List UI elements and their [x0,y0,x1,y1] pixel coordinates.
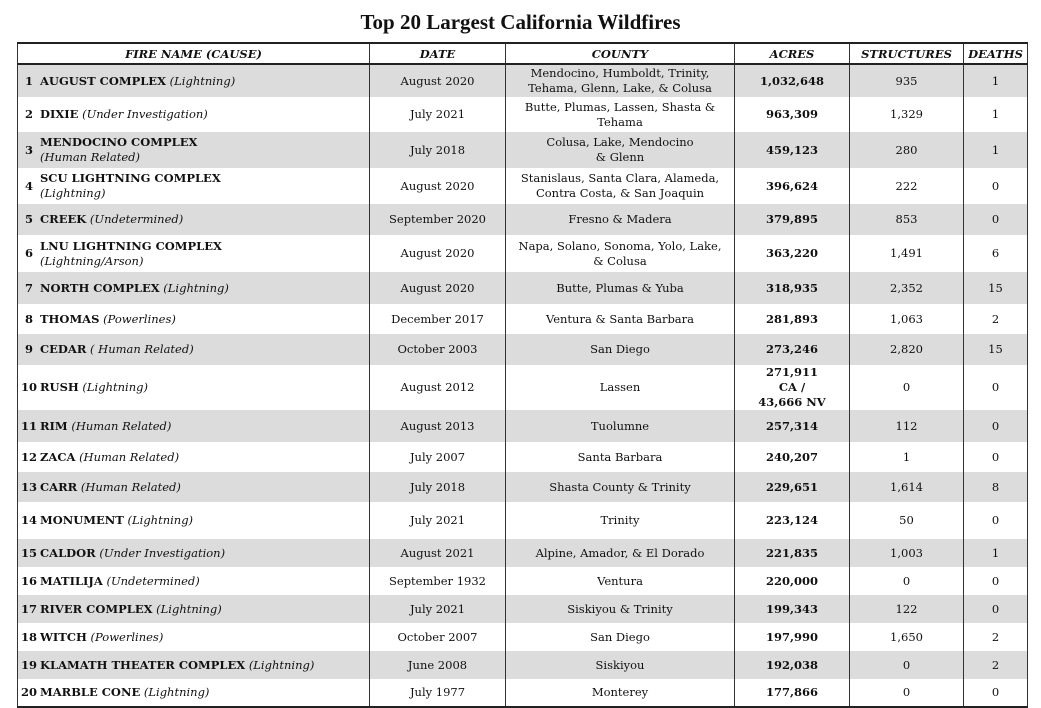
header-deaths: DEATHS [964,43,1028,64]
rank-number: 9 [24,342,33,357]
fire-name-cell [18,623,370,651]
acres-cell: 396,624 [735,168,850,204]
table-row [18,334,1028,365]
date-cell: September 2020 [370,204,506,235]
date-cell: December 2017 [370,304,506,334]
fire-cause: (Lightning) [156,601,222,616]
structures-cell: 50 [850,502,964,539]
fire-name-cell [18,567,370,595]
fire-name-cell [18,304,370,334]
fire-cause: (Powerlines) [90,629,164,644]
rank-number: 2 [24,107,33,122]
structures-cell: 280 [850,132,964,168]
fire-name-cell [18,204,370,235]
fire-name: SCU LIGHTNING COMPLEX [40,171,221,185]
rank-number: 7 [24,280,33,295]
structures-cell: 122 [850,595,964,623]
deaths-cell: 15 [964,272,1028,304]
acres-cell: 271,911 CA / 43,666 NV [735,365,850,410]
county-cell: Napa, Solano, Sonoma, Yolo, Lake, & Colusa [506,235,735,272]
fire-name: MATILIJA [40,573,103,588]
acres-cell: 220,000 [735,567,850,595]
fire-cause: (Human Related) [40,150,141,164]
county-cell: Butte, Plumas, Lassen, Shasta & Tehama [506,97,735,132]
header-structures: STRUCTURES [850,43,964,64]
rank-number: 4 [24,178,33,193]
rank-number: 11 [20,418,37,433]
fire-cause: (Lightning) [163,280,229,295]
county-cell: Mendocino, Humboldt, Trinity, Tehama, Glenn, Lake, & Colusa [506,64,735,97]
rank-number: 19 [20,657,37,672]
deaths-cell: 2 [964,623,1028,651]
deaths-cell: 2 [964,304,1028,334]
fire-name-cell [18,595,370,623]
fire-cause: (Human Related) [79,449,180,464]
fire-name: WITCH [40,629,87,644]
structures-cell: 1,491 [850,235,964,272]
deaths-cell: 1 [964,132,1028,168]
deaths-cell: 0 [964,595,1028,623]
fire-cause: (Lightning) [40,186,106,200]
fire-name-cell [18,679,370,707]
fire-name-cell [18,365,370,410]
deaths-cell: 2 [964,651,1028,679]
county-cell: Colusa, Lake, Mendocino & Glenn [506,132,735,168]
date-cell: July 1977 [370,679,506,707]
county-cell: Santa Barbara [506,442,735,472]
table-row [18,679,1028,707]
fire-name: THOMAS [40,311,100,326]
table-row [18,235,1028,272]
rank-number: 10 [20,380,37,395]
fire-name: MONUMENT [40,513,124,528]
acres-cell: 199,343 [735,595,850,623]
fire-name-cell [18,132,370,168]
structures-cell: 1,650 [850,623,964,651]
table-row [18,472,1028,502]
rank-number: 20 [20,685,37,700]
table-row [18,64,1028,97]
fire-name: KLAMATH THEATER COMPLEX [40,657,246,672]
deaths-cell: 1 [964,97,1028,132]
deaths-cell: 0 [964,365,1028,410]
fire-cause: (Under Investigation) [82,107,208,122]
structures-cell: 2,820 [850,334,964,365]
fire-name-cell [18,97,370,132]
rank-number: 13 [20,479,37,494]
table-row [18,97,1028,132]
table-row [18,651,1028,679]
county-cell: Ventura & Santa Barbara [506,304,735,334]
date-cell: July 2018 [370,472,506,502]
table-row [18,595,1028,623]
county-cell: Tuolumne [506,410,735,442]
fire-name: MARBLE CONE [40,685,141,700]
structures-cell: 1,329 [850,97,964,132]
fire-name: AUGUST COMPLEX [40,73,166,88]
fire-cause: (Human Related) [71,418,172,433]
deaths-cell: 0 [964,204,1028,235]
deaths-cell: 15 [964,334,1028,365]
structures-cell: 0 [850,365,964,410]
fire-name: ZACA [40,449,76,464]
fire-name-cell [18,502,370,539]
table-row [18,623,1028,651]
county-cell: Shasta County & Trinity [506,472,735,502]
table-row [18,204,1028,235]
county-cell: Trinity [506,502,735,539]
fire-name: LNU LIGHTNING COMPLEX [40,238,222,253]
county-cell: San Diego [506,334,735,365]
county-cell: Stanislaus, Santa Clara, Alameda, Contra Costa, & San Joaquin [506,168,735,204]
date-cell: July 2018 [370,132,506,168]
table-row [18,410,1028,442]
acres-cell: 379,895 [735,204,850,235]
structures-cell: 222 [850,168,964,204]
structures-cell: 0 [850,679,964,707]
acres-cell: 221,835 [735,539,850,567]
date-cell: September 1932 [370,567,506,595]
fire-name-cell [18,539,370,567]
deaths-cell: 0 [964,502,1028,539]
fire-cause: (Lightning/Arson) [40,253,144,268]
structures-cell: 853 [850,204,964,235]
deaths-cell: 0 [964,679,1028,707]
rank-number: 6 [24,246,33,260]
fire-name: RUSH [40,380,79,395]
date-cell: October 2007 [370,623,506,651]
structures-cell: 1,003 [850,539,964,567]
rank-number: 5 [24,212,33,227]
wildfire-table [17,42,1028,708]
structures-cell: 1 [850,442,964,472]
structures-cell: 1,063 [850,304,964,334]
county-cell: Alpine, Amador, & El Dorado [506,539,735,567]
fire-name-cell [18,272,370,304]
acres-cell: 281,893 [735,304,850,334]
fire-cause: (Lightning) [169,73,236,88]
rank-number: 8 [24,311,33,326]
page-title: Top 20 Largest California Wildfires [360,10,681,34]
fire-name: RIVER COMPLEX [40,601,153,616]
deaths-cell: 0 [964,410,1028,442]
deaths-cell: 0 [964,442,1028,472]
table-row [18,539,1028,567]
rank-number: 15 [20,545,37,560]
date-cell: July 2021 [370,502,506,539]
fire-cause: (Powerlines) [103,311,176,326]
table-row [18,567,1028,595]
acres-cell: 459,123 [735,132,850,168]
fire-cause: (Lightning) [143,685,210,700]
fire-name-cell [18,168,370,204]
acres-cell: 223,124 [735,502,850,539]
header-row [18,43,1028,64]
rank-number: 12 [20,449,37,464]
fire-name: NORTH COMPLEX [40,280,160,295]
fire-cause: (Lightning) [127,513,194,528]
fire-name: CREEK [40,212,87,227]
date-cell: July 2021 [370,97,506,132]
county-cell: Siskiyou [506,651,735,679]
date-cell: July 2021 [370,595,506,623]
fire-name-cell [18,64,370,97]
county-cell: San Diego [506,623,735,651]
fire-cause: (Undetermined) [106,573,200,588]
deaths-cell: 1 [964,64,1028,97]
acres-cell: 229,651 [735,472,850,502]
date-cell: August 2020 [370,64,506,97]
table-row [18,365,1028,410]
header-fire-name: FIRE NAME (CAUSE) [18,43,370,64]
table-row [18,304,1028,334]
rank-number: 14 [20,513,37,528]
date-cell: August 2020 [370,235,506,272]
date-cell: August 2020 [370,168,506,204]
table-row [18,502,1028,539]
county-cell: Lassen [506,365,735,410]
structures-cell: 1,614 [850,472,964,502]
date-cell: October 2003 [370,334,506,365]
fire-name: DIXIE [40,107,79,122]
deaths-cell: 0 [964,168,1028,204]
county-cell: Monterey [506,679,735,707]
date-cell: August 2020 [370,272,506,304]
table-row [18,168,1028,204]
acres-cell: 257,314 [735,410,850,442]
structures-cell: 112 [850,410,964,442]
fire-name: MENDOCINO COMPLEX [40,135,198,149]
county-cell: Fresno & Madera [506,204,735,235]
fire-cause: ( Human Related) [90,342,194,357]
deaths-cell: 1 [964,539,1028,567]
fire-cause: (Human Related) [80,479,181,494]
fire-cause: (Undetermined) [89,212,184,227]
date-cell: August 2021 [370,539,506,567]
acres-cell: 1,032,648 [735,64,850,97]
rank-number: 3 [24,142,33,157]
acres-cell: 240,207 [735,442,850,472]
rank-number: 1 [24,73,33,88]
date-cell: August 2013 [370,410,506,442]
deaths-cell: 0 [964,567,1028,595]
rank-number: 18 [20,629,37,644]
acres-cell: 273,246 [735,334,850,365]
rank-number: 16 [20,573,37,588]
fire-name: CEDAR [40,342,87,357]
fire-name-cell [18,442,370,472]
county-cell: Ventura [506,567,735,595]
date-cell: August 2012 [370,365,506,410]
acres-cell: 177,866 [735,679,850,707]
fire-cause: (Under Investigation) [99,545,226,560]
table-row [18,132,1028,168]
deaths-cell: 6 [964,235,1028,272]
acres-cell: 192,038 [735,651,850,679]
structures-cell: 935 [850,64,964,97]
header-county: COUNTY [506,43,735,64]
header-acres: ACRES [735,43,850,64]
fire-name: CALDOR [40,545,96,560]
fire-name: RIM [40,418,68,433]
fire-name-cell [18,651,370,679]
table-row [18,272,1028,304]
fire-name: CARR [40,479,78,494]
fire-cause: (Lightning) [82,380,148,395]
structures-cell: 0 [850,567,964,595]
deaths-cell: 8 [964,472,1028,502]
structures-cell: 2,352 [850,272,964,304]
structures-cell: 0 [850,651,964,679]
fire-name-cell [18,235,370,272]
acres-cell: 318,935 [735,272,850,304]
acres-cell: 363,220 [735,235,850,272]
county-cell: Siskiyou & Trinity [506,595,735,623]
acres-cell: 197,990 [735,623,850,651]
date-cell: June 2008 [370,651,506,679]
date-cell: July 2007 [370,442,506,472]
header-date: DATE [370,43,506,64]
acres-cell: 963,309 [735,97,850,132]
fire-cause: (Lightning) [248,657,315,672]
fire-name-cell [18,410,370,442]
table-row [18,442,1028,472]
fire-name-cell [18,472,370,502]
county-cell: Butte, Plumas & Yuba [506,272,735,304]
rank-number: 17 [20,601,37,616]
fire-name-cell [18,334,370,365]
